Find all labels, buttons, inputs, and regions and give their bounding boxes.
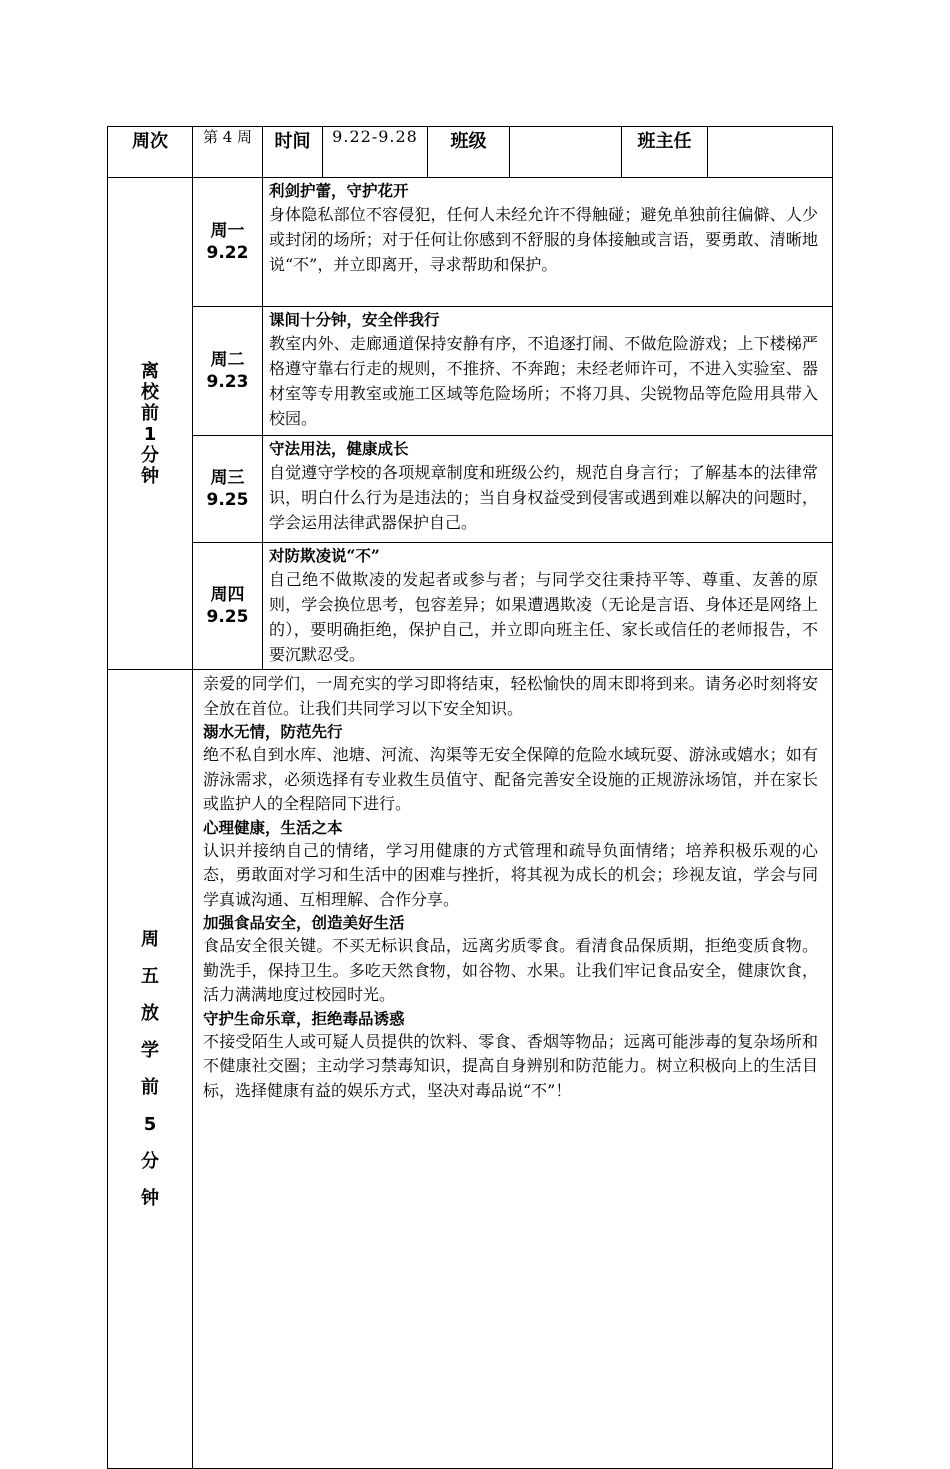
day-content <box>263 307 833 436</box>
topic-text: 食品安全很关键。不买无标识食品，远离劣质零食。看清食品保质期，拒绝变质食物。勤洗手，保持卫生。多吃天然食物，如谷物、水果。让我们牢记食品安全，健康饮食，活力满满地度过校园时光。 <box>203 936 818 1004</box>
day-name: 周一 <box>210 221 245 241</box>
label-char: 周 <box>141 929 159 950</box>
label-char: 钟 <box>141 1188 159 1209</box>
safety-schedule-table <box>107 126 833 1469</box>
day-cell <box>193 178 263 307</box>
label-char: 学 <box>141 1040 159 1061</box>
day-cell <box>193 436 263 543</box>
section-a-label-text <box>108 361 192 487</box>
friday-content <box>193 670 833 1469</box>
day-cell <box>193 307 263 436</box>
label-char: 前 <box>141 402 159 424</box>
day-cell <box>193 543 263 670</box>
label-char: 5 <box>143 1114 157 1135</box>
topic-title: 利剑护蕾，守护花开 <box>269 181 409 200</box>
label-char: 离 <box>141 360 159 382</box>
label-char: 1 <box>143 423 157 445</box>
label-char: 分 <box>141 1151 159 1172</box>
day-date: 9.25 <box>206 607 249 627</box>
day-row <box>108 436 833 543</box>
label-char: 钟 <box>141 465 159 487</box>
topic-title: 溺水无情，防范先行 <box>203 722 343 741</box>
label-char: 前 <box>141 1077 159 1098</box>
day-name: 周四 <box>210 585 245 605</box>
day-content <box>263 543 833 670</box>
day-row <box>108 543 833 670</box>
friday-intro: 亲爱的同学们，一周充实的学习即将结束，轻松愉快的周末即将到来。请务必时刻将安全放在首位。让我们共同学习以下安全知识。 <box>203 674 818 718</box>
day-row <box>108 178 833 307</box>
time-value: 9.22-9.28 <box>323 127 428 178</box>
topic-text: 自己绝不做欺凌的发起者或参与者；与同学交往秉持平等、尊重、友善的原则，学会换位思考，包容差异；如果遭遇欺凌（无论是言语、身体还是网络上的），要明确拒绝，保护自己，并立即向班主任、家长或信任的老师报告，不要沉默忍受。 <box>269 570 818 664</box>
section-b-label <box>108 670 193 1469</box>
topic-text: 不接受陌生人或可疑人员提供的饮料、零食、香烟等物品；远离可能涉毒的复杂场所和不健康社交圈；主动学习禁毒知识，提高自身辨别和防范能力。树立积极向上的生活目标，选择健康有益的娱乐方式，坚决对毒品说“不”！ <box>203 1031 818 1100</box>
label-char: 放 <box>141 1003 159 1024</box>
friday-row <box>108 670 833 1469</box>
label-char: 分 <box>141 444 159 466</box>
topic-title: 对防欺凌说“不” <box>269 546 380 565</box>
class-value <box>510 127 622 178</box>
day-name: 周三 <box>210 468 245 488</box>
topic-title: 课间十分钟，安全伴我行 <box>269 310 440 329</box>
topic-text: 自觉遵守学校的各项规章制度和班级公约，规范自身言行；了解基本的法律常识，明白什么行为是违法的；当自身权益受到侵害或遇到难以解决的问题时，学会运用法律武器保护自己。 <box>269 463 818 532</box>
topic-title: 加强食品安全，创造美好生活 <box>203 913 405 932</box>
header-row <box>108 127 833 178</box>
class-label: 班级 <box>428 127 510 178</box>
week-label: 周次 <box>108 127 193 178</box>
day-date: 9.22 <box>206 243 249 263</box>
topic-text: 身体隐私部位不容侵犯，任何人未经允许不得触碰；避免单独前往偏僻、人少或封闭的场所；对于任何让你感到不舒服的身体接触或言语，要勇敢、清晰地说“不”，并立即离开，寻求帮助和保护。 <box>269 205 818 274</box>
teacher-label: 班主任 <box>622 127 708 178</box>
day-row <box>108 307 833 436</box>
day-content <box>263 178 833 307</box>
section-b-label-text <box>108 921 192 1217</box>
topic-text: 绝不私自到水库、池塘、河流、沟渠等无安全保障的危险水域玩耍、游泳或嬉水；如有游泳需求，必须选择有专业救生员值守、配备完善安全设施的正规游泳场馆，并在家长或监护人的全程陪同下进行。 <box>203 745 818 813</box>
day-date: 9.25 <box>206 490 249 510</box>
topic-title: 守护生命乐章，拒绝毒品诱惑 <box>203 1008 405 1028</box>
day-name: 周二 <box>210 350 245 370</box>
section-a-label <box>108 178 193 670</box>
day-content <box>263 436 833 543</box>
week-value: 第 4 周 <box>193 127 263 178</box>
topic-text: 教室内外、走廊通道保持安静有序，不追逐打闹、不做危险游戏；上下楼梯严格遵守靠右行走的规则，不推挤、不奔跑；未经老师许可，不进入实验室、器材室等专用教室或施工区域等危险场所；不将刀具、尖锐物品等危险用具带入校园。 <box>269 334 818 428</box>
topic-title: 守法用法，健康成长 <box>269 439 409 458</box>
teacher-value <box>708 127 833 178</box>
label-char: 校 <box>141 381 159 403</box>
day-date: 9.23 <box>206 372 249 392</box>
label-char: 五 <box>141 966 159 987</box>
topic-text: 认识并接纳自己的情绪，学习用健康的方式管理和疏导负面情绪；培养积极乐观的心态，勇敢面对学习和生活中的困难与挫折，将其视为成长的机会；珍视友谊，学会与同学真诚沟通、互相理解、合作分享。 <box>203 840 818 909</box>
topic-title: 心理健康，生活之本 <box>203 817 343 837</box>
time-label: 时间 <box>263 127 323 178</box>
